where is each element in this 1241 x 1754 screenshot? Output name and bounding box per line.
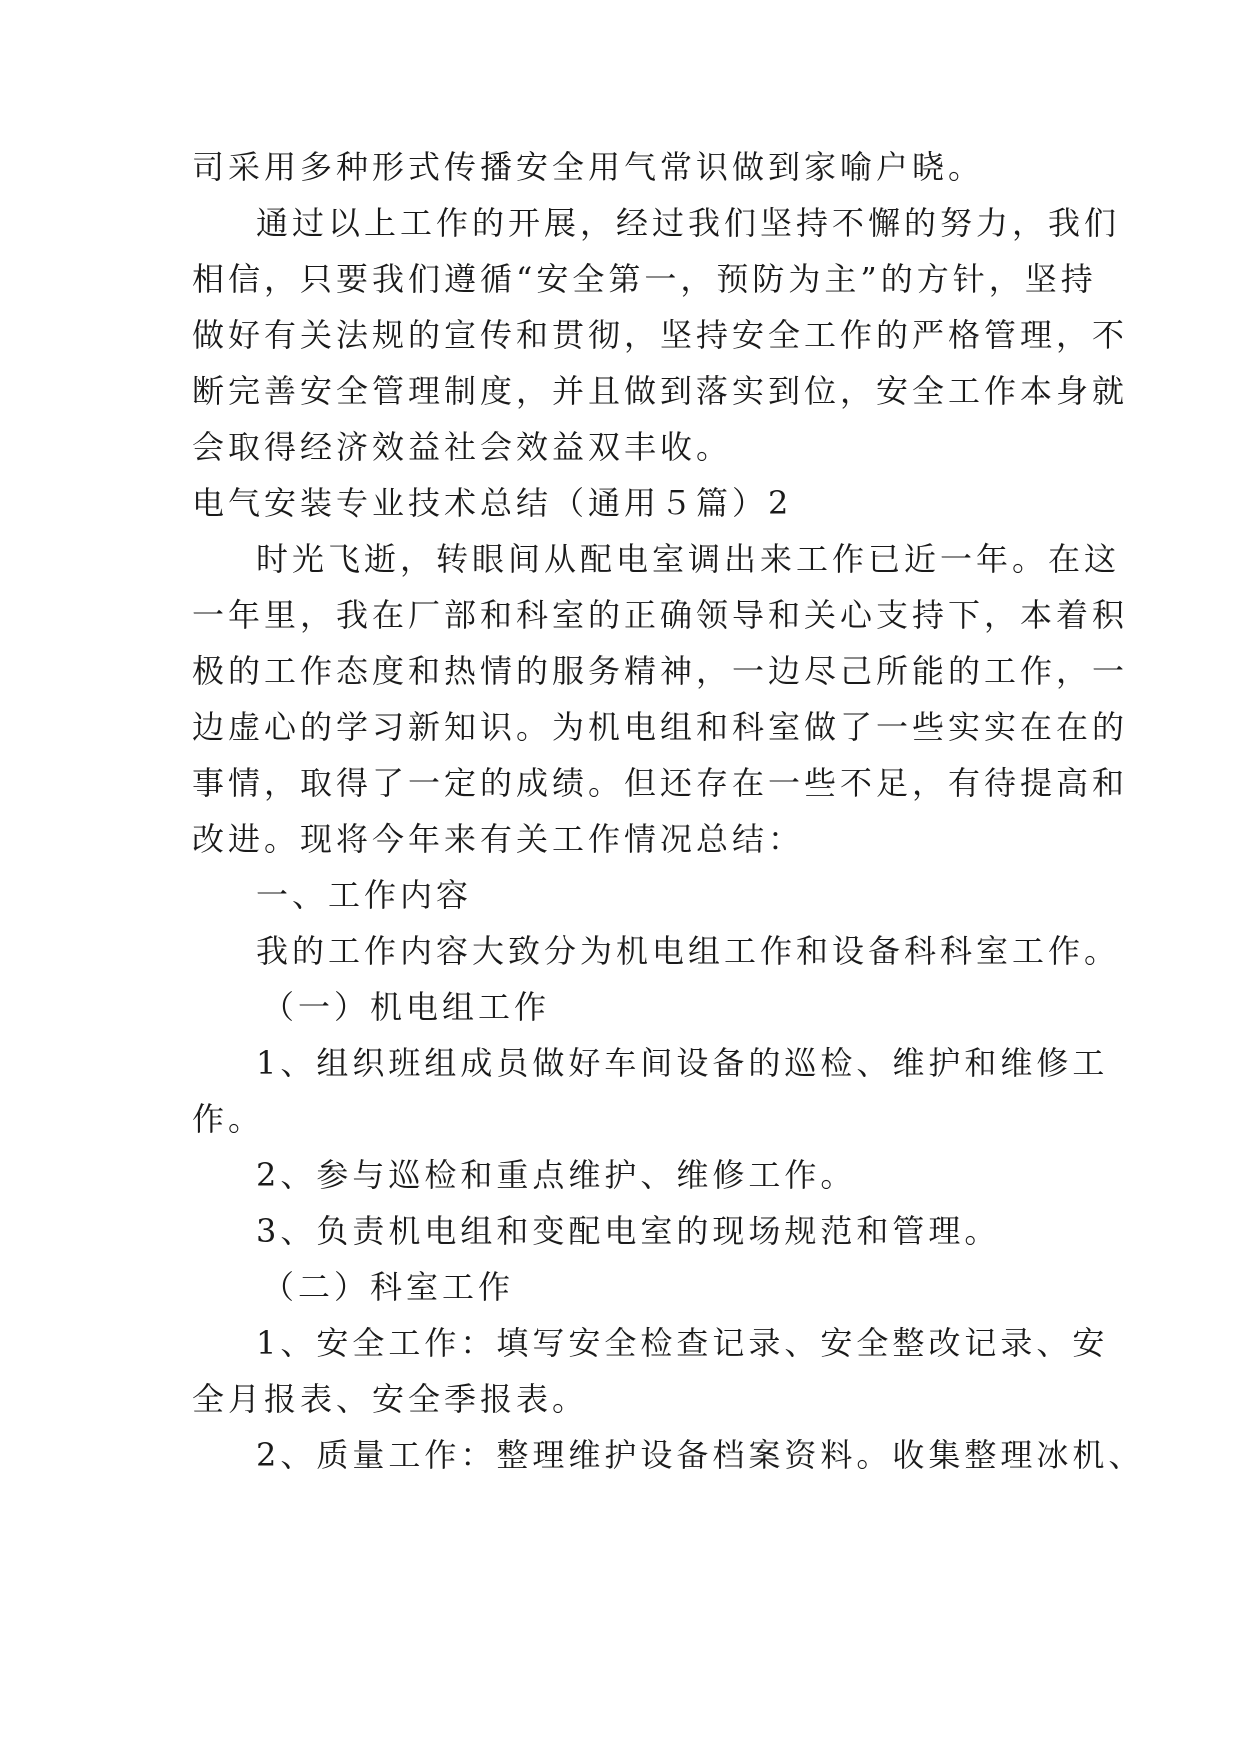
paragraph-line: 作。 [192,1100,265,1138]
paragraph-line: 边虚心的学习新知识。为机电组和科室做了一些实实在在的 [192,708,1129,746]
paragraph-line: 极的工作态度和热情的服务精神，一边尽己所能的工作，一 [192,652,1129,690]
paragraph-line: 做好有关法规的宣传和贯彻，坚持安全工作的严格管理，不 [192,316,1129,354]
list-item: 2、质量工作：整理维护设备档案资料。收集整理冰机、 [256,1436,1145,1474]
paragraph-line: 会取得经济效益社会效益双丰收。 [192,428,733,466]
list-item: 2、参与巡检和重点维护、维修工作。 [256,1156,857,1194]
paragraph-line: 断完善安全管理制度，并且做到落实到位，安全工作本身就 [192,372,1129,410]
paragraph-line: 司采用多种形式传播安全用气常识做到家喻户晓。 [192,148,985,186]
paragraph-line: 事情，取得了一定的成绩。但还存在一些不足，有待提高和 [192,764,1129,802]
paragraph-line: 全月报表、安全季报表。 [192,1380,589,1418]
heading-line: 一、工作内容 [256,876,473,914]
list-item: 1、组织班组成员做好车间设备的巡检、维护和维修工 [256,1044,1109,1082]
paragraph-line: 通过以上工作的开展，经过我们坚持不懈的努力，我们 [256,204,1121,242]
section-title: 电气安装专业技术总结（通用５篇）2 [192,484,793,522]
list-item: 3、负责机电组和变配电室的现场规范和管理。 [256,1212,1001,1250]
subheading-line: （一）机电组工作 [262,988,551,1026]
paragraph-line: 一年里，我在厂部和科室的正确领导和关心支持下，本着积 [192,596,1129,634]
paragraph-line: 改进。现将今年来有关工作情况总结： [192,820,805,858]
subheading-line: （二）科室工作 [262,1268,515,1306]
paragraph-line: 我的工作内容大致分为机电组工作和设备科科室工作。 [256,932,1121,970]
paragraph-line: 相信，只要我们遵循“安全第一，预防为主”的方针，坚持 [192,260,1097,298]
paragraph-line: 时光飞逝，转眼间从配电室调出来工作已近一年。在这 [256,540,1121,578]
list-item: 1、安全工作：填写安全检查记录、安全整改记录、安 [256,1324,1109,1362]
